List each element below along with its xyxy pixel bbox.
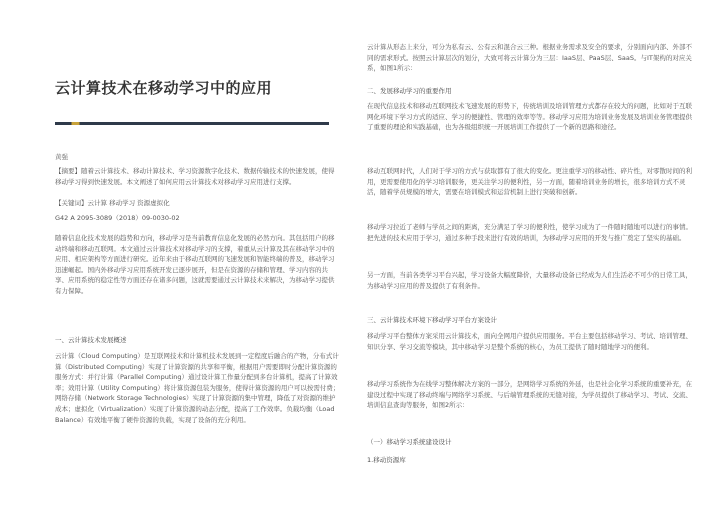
left-column: [55, 0, 340, 509]
subsection-1-heading: （一）移动学习系统建设设计: [367, 438, 452, 446]
subsection-1-item-1: 1.移动资源库: [367, 456, 406, 464]
paper-title: 云计算技术在移动学习中的应用: [55, 79, 273, 97]
section-2-paragraph-3: 移动学习拉近了老师与学员之间的距离，充分满足了学习的便利性，使学习成为了一件随时随地可以进行的事情。把先进的技术应用于学习，通过多种手段来进行有效的培训，为移动学习应用的开发与推广奠定了坚实的基础。: [367, 223, 692, 242]
section-3-paragraph-2: 移动学习系统作为在线学习整体解决方案的一部分，是网络学习系统的外延，也是社会化学习系统的重要补充，在建设过程中实现了移动终端与网络学习系统、与后端管理系统的无缝对接，为学员提供了移动学习、考试、交流、培训信息查询等服务，如图2所示：: [367, 380, 692, 410]
introduction: 随着信息化技术发展的趋势和方向，移动学习是当前教育信息化发展的必然方向。其包括用户的移动终端和移动互联网。本文通过云计算技术对移动学习的支撑，着重从云计算及其在移动学习中的应用、相应架构等方面进行研究。近年来由于移动互联网的飞速发展和智能终端的普及，移动学习迅速崛起。国内外移动学习应用系统开发已逐步展开，但是在资源的存储和管理、学习内容的共享、应用系统的稳定性等方面还存在诸多问题，这就需要通过云计算技术来解决，为移动学习提供有力保障。: [55, 234, 335, 295]
abstract: 【摘要】随着云计算技术、移动计算技术、学习资源数字化技术、数据传输技术的快速发展，使得移动学习得到快速发展。本文阐述了如何应用云计算技术对移动学习应用进行支撑。: [55, 167, 335, 186]
section-3-heading: 三、云计算技术环境下移动学习平台方案设计: [367, 316, 497, 324]
keywords: 【关键词】云计算 移动学习 资源虚拟化: [55, 199, 170, 207]
right-column: [367, 0, 697, 509]
section-2-paragraph-1: 在现代信息技术和移动互联网技术飞速发展的形势下，传统培训及培训管理方式都存在较大的问题，比如对于互联网化环境下学习方式的适应、学习的便捷性、管理的效率等等。移动学习应用为培训业务发展及培训业务管理提供了重要的理论和实践基础，也为各级组织统一开展培训工作提供了一个新的思路和途径。: [367, 102, 692, 132]
section-1-body: 云计算（Cloud Computing）是互联网技术和计算机技术发展到一定程度后融合的产物，分布式计算（Distributed Computing）实现了计算资源的共享和平衡，根据用户需要即时分配计算资源的服务方式：并行计算（Parallel Computing）通过设计算工作量分配到多台计算机，提高了计算效率；效用计算（Utility Computing）将计算资源包装为服务，使得计算资源的用户可以按需付费；网络存储（Network Storage Technologies）实现了计算资源的集中管理，降低了对资源的维护成本；虚拟化（Virtualization）实现了计算资源的动态分配，提高了工作效率。负载均衡（Load Balance）有效地平衡了硬件资源的负载，实现了设备的充分利用。: [55, 352, 340, 424]
section-3-paragraph-1: 移动学习平台整体方案采用云计算技术，面向全网用户提供应用服务。平台主要包括移动学习、考试、培训管理、知识分享、学习交流等模块，其中移动学习是整个系统的核心，为员工提供了随时随地学习的便利。: [367, 332, 692, 351]
title-divider: [55, 122, 329, 125]
section-2-paragraph-2: 移动互联网时代，人们对于学习的方式与获取都有了很大的变化。更注重学习的移动性、碎片性，对零散时间的利用，更需要使用化的学习培训服务，更关注学习的便利性，另一方面，随着培训业务的增长，很多培训方式不灵活，随着学员规模的增大，需要在培训模式和运营机制上进行突破和创新。: [367, 167, 692, 197]
section-2-paragraph-4: 另一方面，当前各类学习平台兴起，学习设备大幅度降价，大量移动设备已经成为人们生活必不可少的日常工具，为移动学习应用的普及提供了有利条件。: [367, 271, 692, 290]
classification-code: G42 A 2095-3089（2018）09-0030-02: [55, 214, 180, 222]
author: 黄强: [55, 153, 68, 161]
section-2-heading: 二、发展移动学习的重要作用: [367, 87, 452, 95]
cloud-types-paragraph: 云计算从形态上来分，可分为私有云、公有云和混合云三种。根据业务需求及安全的要求，分别面向内部、外部不同的需求形式。按照云计算层次的划分，大致可将云计算分为三层：IaaS层、PaaS层、SaaS。与IT架构的对应关系，如图1所示：: [367, 43, 692, 73]
section-1-heading: 一、云计算技术发展概述: [55, 336, 127, 344]
